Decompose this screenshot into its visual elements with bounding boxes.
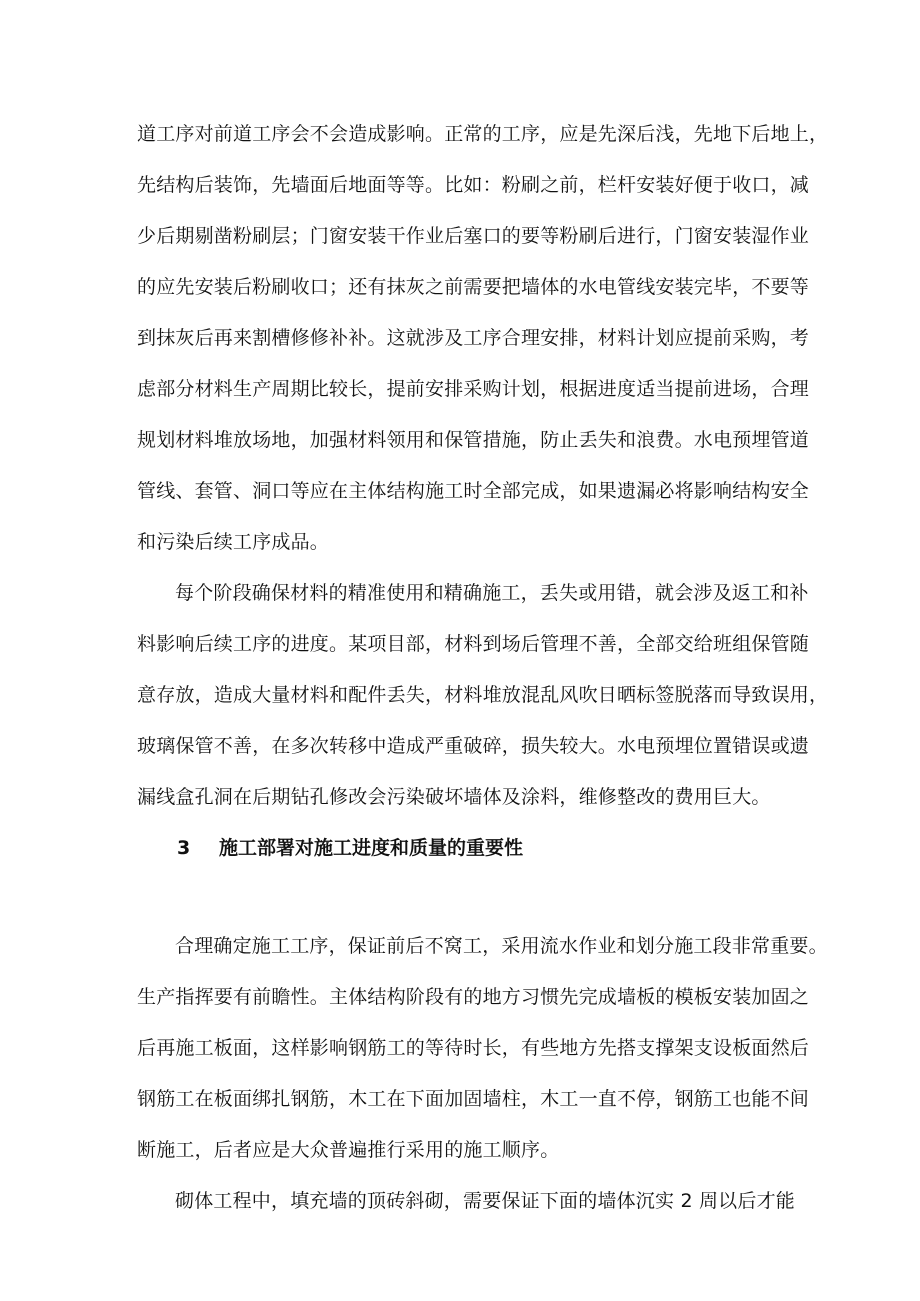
- text-line: 先结构后装饰，先墙面后地面等等。比如：粉刷之前，栏杆安装好便于收口，减: [137, 174, 810, 196]
- text-line: 规划材料堆放场地，加强材料领用和保管措施，防止丢失和浪费。水电预埋管道: [137, 429, 810, 451]
- text-line: 意存放，造成大量材料和配件丢失，材料堆放混乱风吹日晒标签脱落而导致误用，: [137, 684, 829, 706]
- section-title: 施工部署对施工进度和质量的重要性: [219, 837, 524, 859]
- section-number: 3: [177, 837, 191, 859]
- text-line: 玻璃保管不善，在多次转移中造成严重破碎，损失较大。水电预埋位置错误或遗: [137, 735, 810, 757]
- text-line: 到抹灰后再来割槽修修补补。这就涉及工序合理安排，材料计划应提前采购，考: [137, 327, 810, 349]
- text-line: 和污染后续工序成品。: [137, 531, 330, 553]
- text-line: 道工序对前道工序会不会造成影响。正常的工序，应是先深后浅，先地下后地上，: [137, 123, 829, 145]
- text-line: 少后期剔凿粉刷层；门窗安装干作业后塞口的要等粉刷后进行，门窗安装湿作业: [137, 225, 810, 247]
- text-line: 每个阶段确保材料的精准使用和精确施工，丢失或用错，就会涉及返工和补: [175, 582, 809, 604]
- text-line: 漏线盒孔洞在后期钻孔修改会污染破坏墙体及涂料，维修整改的费用巨大。: [137, 786, 771, 808]
- text-line: 后再施工板面，这样影响钢筋工的等待时长，有些地方先搭支撑架支设板面然后: [137, 1037, 810, 1059]
- text-line: 的应先安装后粉刷收口；还有抹灰之前需要把墙体的水电管线安装完毕，不要等: [137, 276, 810, 298]
- text-line: 料影响后续工序的进度。某项目部，材料到场后管理不善，全部交给班组保管随: [137, 633, 810, 655]
- text-line: 钢筋工在板面绑扎钢筋，木工在下面加固墙柱，木工一直不停，钢筋工也能不间: [137, 1088, 810, 1110]
- text-line: 断施工，后者应是大众普遍推行采用的施工顺序。: [137, 1139, 560, 1161]
- text-line: 管线、套管、洞口等应在主体结构施工时全部完成，如果遗漏必将影响结构安全: [137, 480, 810, 502]
- text-line: 虑部分材料生产周期比较长，提前安排采购计划，根据进度适当提前进场，合理: [137, 378, 810, 400]
- text-line: 砌体工程中，填充墙的顶砖斜砌，需要保证下面的墙体沉实 2 周以后才能: [175, 1190, 795, 1212]
- section-heading: [177, 836, 523, 860]
- text-line: 生产指挥要有前瞻性。主体结构阶段有的地方习惯先完成墙板的模板安装加固之: [137, 986, 810, 1008]
- text-line: 合理确定施工工序，保证前后不窝工，采用流水作业和划分施工段非常重要。: [175, 935, 828, 957]
